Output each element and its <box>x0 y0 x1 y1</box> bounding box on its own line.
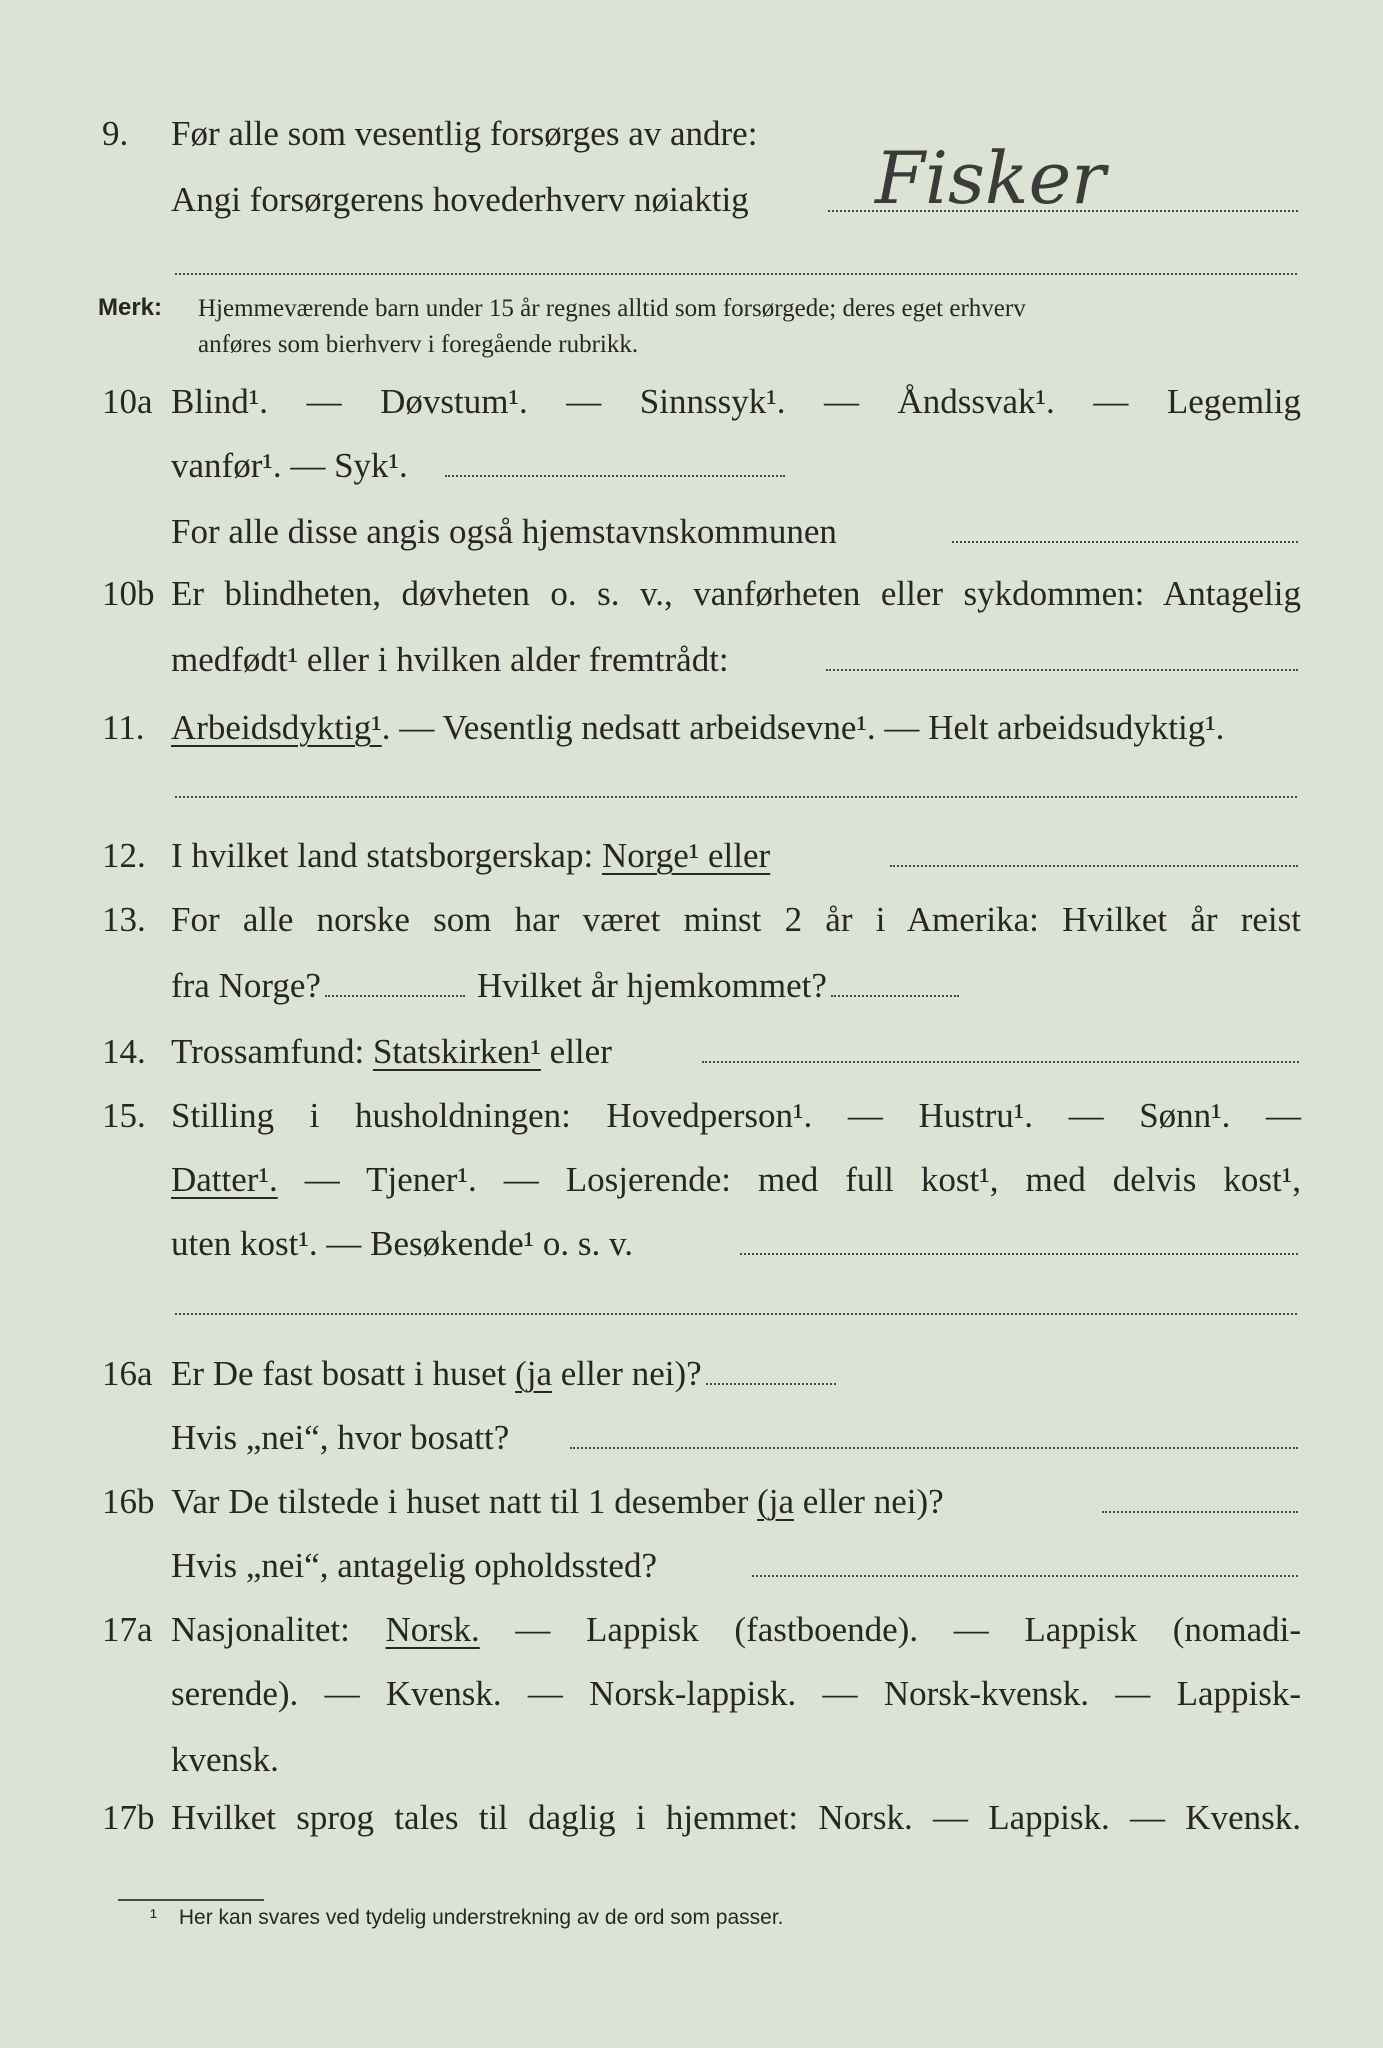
q15-text-line1: Stilling i husholdningen: Hovedperson¹. — Hustru¹. — Sønn¹. — <box>171 1096 1301 1135</box>
q12-answer-line <box>890 865 1298 867</box>
q17a-text-line1a: Nasjonalitet: <box>171 1610 350 1649</box>
q10b-number: 10b <box>102 574 155 613</box>
merk-line1: Hjemmeværende barn under 15 år regnes alltid som forsørgede; deres eget erhverv <box>198 295 1026 322</box>
q11-text-rest: . — Vesentlig nedsatt arbeidsevne¹. — Helt arbeidsudyktig¹. <box>381 708 1225 747</box>
q12-underlined-answer: Norge¹ eller <box>601 836 771 875</box>
merk-line2: anføres som bierhverv i foregående rubrikk. <box>198 331 639 358</box>
q16b-underlined-answer: (ja <box>757 1482 795 1521</box>
q9-handwritten-answer: Fisker <box>875 136 1106 220</box>
q12-number: 12. <box>102 836 146 875</box>
q16a-number: 16a <box>102 1354 153 1393</box>
q10b-text-line2: medfødt¹ eller i hvilken alder fremtrådt: <box>171 640 729 679</box>
merk-label: Merk: <box>98 294 163 321</box>
q14-text: Trossamfund: <box>171 1032 365 1071</box>
q16a-underlined-answer: (ja <box>515 1354 553 1393</box>
q14-underlined-answer: Statskirken¹ <box>372 1032 541 1071</box>
q16a-bosatt-line <box>570 1447 1298 1449</box>
q11-underlined-answer: Arbeidsdyktig¹ <box>171 708 382 747</box>
q17b-text: Hvilket sprog tales til daglig i hjemmet: Norsk. — Lappisk. — Kvensk. <box>171 1798 1301 1837</box>
q17a-text-line3: kvensk. <box>171 1740 279 1779</box>
footnote-mark: ¹ <box>150 1906 157 1929</box>
q10a-text-line1: Blind¹. — Døvstum¹. — Sinnssyk¹. — Åndssvak¹. — Legemlig <box>171 382 1301 421</box>
q10a-text-line3: For alle disse angis også hjemstavnskommunen <box>171 512 837 551</box>
q16b-opholdssted-line <box>752 1575 1298 1577</box>
q17a-underlined-answer: Norsk. <box>385 1610 480 1649</box>
q16b-text-line2: Hvis „nei“, antagelig opholdssted? <box>171 1546 657 1585</box>
q17a-number: 17a <box>102 1610 153 1649</box>
q16b-text-line1a: Var De tilstede i huset natt til 1 desember <box>171 1482 749 1521</box>
q16a-text-line2: Hvis „nei“, hvor bosatt? <box>171 1418 510 1457</box>
q10a-hjemstavn-line <box>952 541 1298 543</box>
q10a-number: 10a <box>102 382 153 421</box>
q10a-syk-line <box>445 475 785 477</box>
q17a-text-line2: serende). — Kvensk. — Norsk-lappisk. — Norsk-kvensk. — Lappisk- <box>171 1674 1301 1713</box>
q13-reist-line <box>325 989 465 997</box>
q14-number: 14. <box>102 1032 146 1071</box>
footnote <box>150 1906 784 1930</box>
q10b-text-line1: Er blindheten, døvheten o. s. v., vanførheten eller sykdommen: Antagelig <box>171 574 1301 613</box>
q16b-number: 16b <box>102 1482 155 1521</box>
q16a-answer-line <box>706 1377 836 1385</box>
q9-extra-line <box>175 273 1297 275</box>
q15-text-line2b: — Tjener¹. — Losjerende: med full kost¹, med delvis kost¹, <box>304 1160 1302 1199</box>
q14-text-rest: eller <box>549 1032 612 1071</box>
q15-extra-line <box>175 1313 1297 1315</box>
footnote-rule <box>118 1899 264 1901</box>
q13-number: 13. <box>102 900 146 939</box>
q15-underlined-answer: Datter¹. <box>171 1160 278 1199</box>
q16b-answer-line <box>1102 1511 1298 1513</box>
q9-text-line1: Før alle som vesentlig forsørges av andre: <box>171 114 758 153</box>
q13-text-line1: For alle norske som har været minst 2 år i Amerika: Hvilket år reist <box>171 900 1301 939</box>
q11-extra-line <box>175 796 1297 798</box>
q10a-text-line2: vanfør¹. — Syk¹. <box>171 446 408 485</box>
q15-text-line3: uten kost¹. — Besøkende¹ o. s. v. <box>171 1224 634 1263</box>
q17a-text-line1b: — Lappisk (fastboende). — Lappisk (nomadi- <box>515 1610 1302 1649</box>
q10b-answer-line <box>826 669 1298 671</box>
q17b-number: 17b <box>102 1798 155 1837</box>
q11-number: 11. <box>102 708 145 747</box>
q15-answer-line <box>740 1253 1298 1255</box>
q9-text-line2: Angi forsørgerens hovederhverv nøiaktig <box>171 180 749 219</box>
q15-number: 15. <box>102 1096 146 1135</box>
q14-answer-line <box>702 1061 1299 1063</box>
q16a-text-line1a: Er De fast bosatt i huset <box>171 1354 507 1393</box>
footnote-text: Her kan svares ved tydelig understrekning av de ord som passer. <box>178 1906 784 1929</box>
q12-text: I hvilket land statsborgerskap: <box>171 836 594 875</box>
q16a-text-line1b: eller nei)? <box>560 1354 702 1393</box>
q13-text-line2b: Hvilket år hjemkommet? <box>476 966 827 1005</box>
q16b-text-line1b: eller nei)? <box>802 1482 944 1521</box>
q13-text-line2a: fra Norge? <box>171 966 321 1005</box>
q13-hjemkommet-line <box>831 989 959 997</box>
q9-number: 9. <box>102 114 129 153</box>
